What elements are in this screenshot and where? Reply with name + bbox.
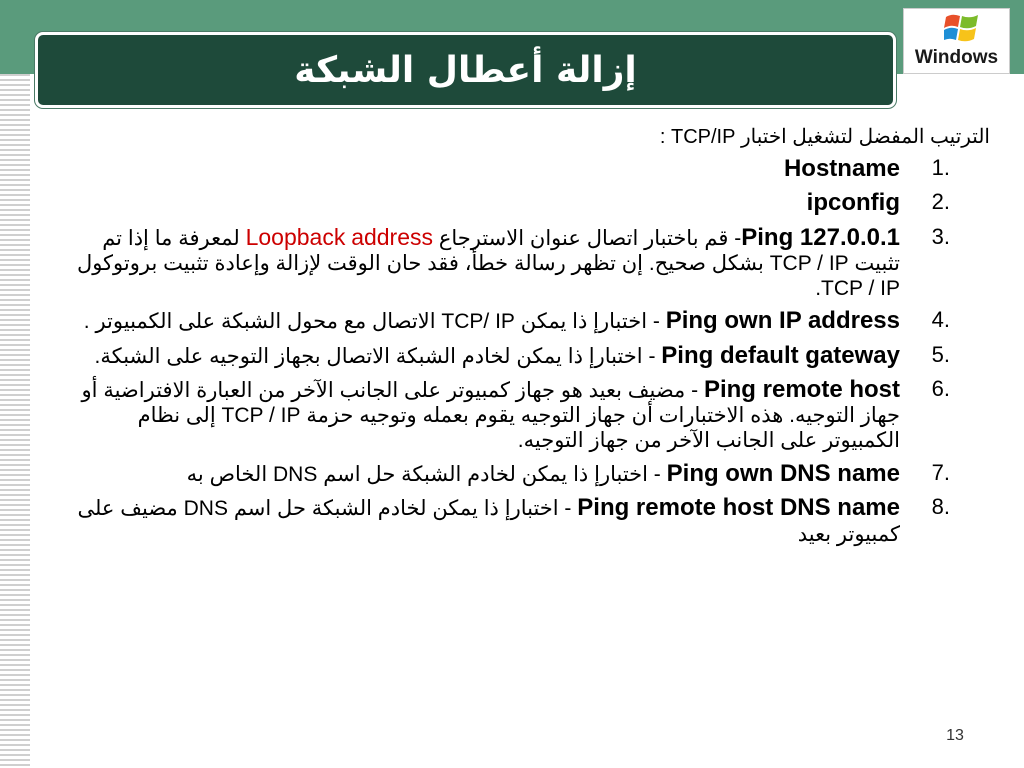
list-item [60, 376, 990, 454]
list-item [60, 224, 990, 302]
list-item [60, 189, 990, 217]
windows-flag-icon [944, 11, 980, 45]
item-number: 4. [931, 307, 950, 333]
command-text: Ping 127.0.0.1 [741, 223, 900, 251]
title-box [35, 32, 896, 108]
item-description: - قم باختبار اتصال عنوان الاسترجاع [433, 226, 742, 250]
command-text: Ping own DNS name [666, 459, 900, 487]
windows-logo-text: Windows [914, 47, 999, 68]
command-text: Ping remote host [703, 376, 900, 404]
command-text: Ping remote host DNS name [577, 494, 900, 522]
list-item [60, 460, 990, 488]
item-number: 6. [931, 376, 950, 402]
page-number: 13 [946, 727, 964, 744]
item-number: 1. [931, 155, 950, 180]
item-number: 2. [931, 189, 950, 215]
item-number: 3. [931, 223, 950, 249]
item-description: - مضيف بعيد هو جهاز كمبيوتر على الجانب الآخر من العبارة الافتراضية أو جهاز التوجيه. هذه الاختبارات أن جهاز التوجيه يقوم بعمله وتوجيه حزمة TCP / IP إلى نظام الكمبيوتر على الجانب الآخر من جهاز التوجيه. [81, 379, 900, 453]
list-item [60, 307, 990, 335]
highlight-term: address [351, 223, 434, 250]
command-text: Hostname [783, 155, 900, 182]
item-description: - اختبارإ ذا يمكن TCP/ IP الاتصال مع محول الشبكة على الكمبيوتر . [83, 310, 666, 334]
list-item [60, 494, 990, 547]
slide-content [60, 124, 990, 553]
slide-title: إزالة أعطال الشبكة [294, 49, 637, 91]
command-text: Ping default gateway [661, 341, 900, 369]
item-description: - اختبارإ ذا يمكن لخادم الشبكة الاتصال بجهاز التوجيه على الشبكة. [94, 344, 662, 368]
highlight-term: Loopback [245, 223, 346, 250]
list-item [60, 342, 990, 370]
item-number: 5. [931, 341, 950, 367]
item-description: - اختبارإ ذا يمكن لخادم الشبكة حل اسم DNS الخاص به [186, 462, 667, 486]
windows-logo [903, 8, 1010, 74]
command-text: ipconfig [806, 189, 900, 217]
item-description: - اختبارإ ذا يمكن لخادم الشبكة حل اسم DNS مضيف على كمبيوتر بعيد [77, 497, 900, 546]
command-text: Ping own IP address [665, 307, 900, 335]
left-stripe-decoration [0, 74, 30, 768]
item-number: 7. [931, 459, 950, 485]
item-description: لمعرفة ما إذا تم تثبيت TCP / IP بشكل صحيح. إن تظهر رسالة خطأ، فقد حان الوقت لإزالة وإعادة تثبيت بروتوكول TCP / IP. [76, 226, 900, 300]
item-number: 8. [931, 494, 950, 520]
intro-text: الترتيب المفضل لتشغيل اختبار TCP/IP : [659, 126, 990, 148]
list-item [60, 155, 990, 183]
